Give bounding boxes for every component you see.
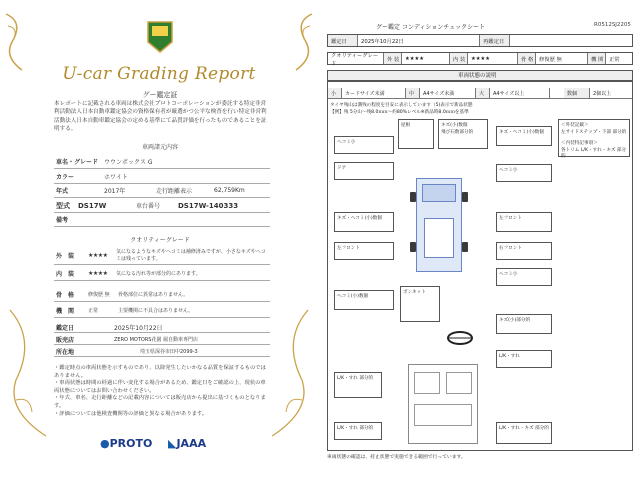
bottom-ornament-icon [262,300,312,440]
spec-row-color: カラー ホワイト [54,170,270,184]
damage-box: キズ・ヘコミ(小)数個 [496,126,552,146]
damage-box: ドア [334,162,394,180]
tire-front-left-icon [410,192,416,202]
goo-appraisal-badge-icon [145,20,175,54]
interior-box: L/K・すれ 部分的 [334,372,382,398]
report-script-title: U-car Grading Report [62,64,256,84]
checksheet-title: グー鑑定 コンディションチェックシート [376,24,486,31]
intro-paragraph: 本レポートに記載される車両は株式会社プロトコーポレーションが委託する特定非営利活動法人日本自動車鑑定協会の資格保有者が厳選かつ公平な検査を行い特定非営利活動法人日本自動車鑑定協会の定める基準にて品質評価を行ったものであることを証明する。 [54,101,267,132]
footer-note: 車両状態の確認は、持止状態で実施できる範囲で行っています。 [327,455,466,460]
quality-grade-header: クオリティーグレード [130,237,190,244]
damage-diagram-box: 小 カードサイズ未満 中 A4サイズ未満 大 A4サイズ以上 数個 2個以上 タイヤ残山は溝残の程度を目安に表示しています（5)表示で新品状態 【例】残 5分山～残8.0ｍｍ～約80%レベル※新品時8.0ｍｍを基準 ＜外装記載＞ 左サイドステップ・下部 部分的 ＜内装特記事項＞ 各トリム L/K・すれ・キズ 部分的 ヘコミ小 ドア キズ・ヘコミ(小)数個 左フロント ヘコミ(小)数個 屋根 キズ(小)数個 飛び石数部分的 キズ・ヘコミ(小)数個 ヘコミ小 左フロント 右フロント ヘコミ小 ボンネット キズ(小)部分的 L/K・すれ L/K・すれ 部分的 L/K・すれ 部分的 L/K・すれ・キズ 部分的 [327,81,633,451]
interior-box: L/K・すれ 部分的 [334,422,382,440]
appraisal-date-table: 鑑定日 2025年10月22日 再鑑定日 [327,34,633,47]
damage-box: 左フロント [496,212,552,232]
tire-rear-left-icon [410,242,416,252]
spec-row-remarks: 備考 [54,213,270,227]
tire-rear-right-icon [462,242,468,252]
spec-row-name: 車名・グレード ウウンボックス G [54,155,270,169]
condition-section-title: 車両状態の説明 [327,70,633,81]
tire-front-right-icon [462,192,468,202]
quality-engine: 機 関 正常 主要機関に不具合はありません。 [54,304,270,318]
notes: ・鑑定時点の車両状態を示すものであり、以降発生したいかなる品質を保証するものではありません。 ・車両状態は時間の経過に伴い変化する場合があるため、鑑定日をご確認の上、現状の車両状態についてはお問い合わせください。 ・年式、車名、走行距離などの記載内容については販売店から提出に基づくものとなります。 ・評価については他検査機関等の評価と異なる場合があります。 [54,365,266,417]
seat-icon [446,372,472,394]
interior-box: キズ(小)部分的 [496,314,552,334]
jaaa-logo: ◣JAAA [168,437,207,450]
certificate-title: グー鑑定証 [142,91,178,99]
spec-row-year: 年式 2017年 走行距離表示 62,759Km [54,184,270,198]
seat-icon [414,404,472,426]
damage-box: ヘコミ小 [334,136,394,154]
damage-box: 屋根 [398,119,434,149]
size-legend: 小 カードサイズ未満 中 A4サイズ未満 大 A4サイズ以上 数個 2個以上 [328,88,632,99]
cabin [424,218,454,258]
vehicle-spec-section-title: 車両諸元内容 [141,144,178,151]
damage-box: キズ・ヘコミ(小)数個 [334,212,394,232]
damage-box: ヘコミ小 [496,164,552,182]
damage-box: ヘコミ小 [496,268,552,286]
damage-box: ボンネット [400,286,440,322]
proto-logo: ●PROTO [100,437,153,450]
interior-box: L/K・すれ [496,350,552,368]
address-row: 所在地 埼玉県深谷市田中2099-3 [54,346,270,357]
damage-box: ヘコミ(小)数個 [334,290,394,310]
document-id: R0512SJ2205 [594,22,631,28]
left-certificate-page [0,0,318,480]
steering-wheel-icon [446,330,474,346]
quality-grade-table: クオリティーグレード 外 装 ★★★★ 内 装 ★★★★ 骨 格 修復歴 無 機 関 正常 [327,52,633,65]
corner-ornament-icon [290,12,314,72]
issue-date-row: 鑑定日 2025年10月22日 [54,322,270,333]
corner-ornament-icon [4,12,28,72]
dealer-row: 販売店 ZERO MOTORS花園 堀自動車専門店 [54,334,270,345]
spec-row-model: 型式 DS17W 車台番号 DS17W-140333 [54,199,270,213]
quality-interior: 内 装 ★★★★ 気になる汚れ等が部分的にあります。 [54,267,270,281]
quality-frame: 骨 格 修復歴 無 骨格部位に異常はありません。 [54,288,270,302]
damage-box: キズ(小)数個 飛び石数部分的 [438,119,488,149]
seat-icon [414,372,440,394]
special-notes-box: ＜外装記載＞ 左サイドステップ・下部 部分的 ＜内装特記事項＞ 各トリム L/K・すれ・キズ 部分的 [558,119,630,157]
bottom-ornament-icon [6,300,56,440]
windshield [422,184,456,202]
quality-exterior: 外 装 ★★★★ 気になるようなキズやヘコミは補修済みですが、小さなキズやヘコミは残っています。 [54,247,270,265]
interior-box: L/K・すれ・キズ 部分的 [496,422,552,444]
damage-box: 左フロント [334,242,394,260]
damage-box: 右フロント [496,242,552,260]
